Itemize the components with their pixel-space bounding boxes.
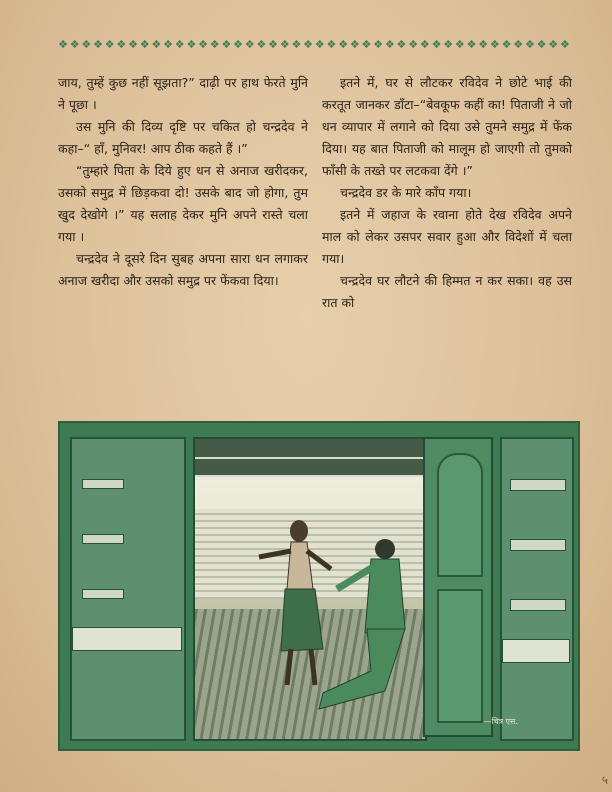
- left-text-column: [58, 72, 308, 292]
- figures: [195, 439, 425, 739]
- paragraph: चन्द्रदेव घर लौटने की हिम्मत न कर सका। वह उस रात को: [322, 273, 572, 310]
- border-ornament: ❖: [513, 38, 524, 51]
- paragraph: इतने में, घर से लौटकर रविदेव ने छोटे भाई की करतूत जानकर डाँटा–“बेवकूफ कहीं का! पिताजी ने जो धन व्यापार में लगाने को दिया उसे तुमने समुद्र में फेंक दिया। यह बात पिताजी को मालूम हो जाएगी तो तुमको फाँसी के तख्ते पर लटकवा देंगे ।”: [322, 75, 572, 178]
- border-ornament: ❖: [303, 38, 314, 51]
- border-ornament: ❖: [198, 38, 208, 51]
- decorative-border: [58, 38, 570, 52]
- shelf: [510, 599, 566, 611]
- border-ornament: ❖: [104, 38, 115, 51]
- border-ornament: ❖: [81, 38, 92, 51]
- border-ornament: ❖: [338, 38, 349, 51]
- story-illustration: [58, 421, 580, 751]
- shelf: [510, 539, 566, 551]
- border-ornament: ❖: [174, 38, 185, 51]
- border-ornament: ❖: [116, 38, 127, 51]
- border-ornament: ❖: [186, 38, 197, 51]
- border-ornament: ❖: [244, 38, 255, 51]
- paragraph: चन्द्रदेव ने दूसरे दिन सुबह अपना सारा धन लगाकर अनाज खरीदा और उसको समुद्र पर फेंकवा दिया।: [58, 251, 308, 288]
- paragraph: जाय, तुम्हें कुछ नहीं सूझता?” दाढ़ी पर हाथ फेरते मुनि ने पूछा ।: [58, 75, 308, 112]
- border-ornament: ❖: [408, 38, 419, 51]
- border-ornament: ❖: [478, 38, 489, 51]
- paragraph: उस मुनि की दिव्य दृष्टि पर चकित हो चन्द्रदेव ने कहा–“ हाँ, मुनिवर! आप ठीक कहते हैं ।”: [58, 119, 308, 156]
- border-ornament: ❖: [268, 38, 279, 51]
- border-ornament: ❖: [151, 38, 162, 51]
- border-ornament: ❖: [221, 38, 232, 51]
- border-ornament: ❖: [256, 38, 267, 51]
- paragraph: इतने में जहाज के रवाना होते देख रविदेव अपने माल को लेकर उसपर सवार हुआ और विदेशों में चला गया।: [322, 207, 572, 266]
- border-ornament: ❖: [373, 38, 384, 51]
- border-ornament: ❖: [501, 38, 512, 51]
- border-ornament: ❖: [419, 38, 430, 51]
- doorway-scene: [193, 437, 427, 741]
- left-cabinet: [70, 437, 186, 741]
- border-ornament: ❖: [349, 38, 360, 51]
- border-ornament: ❖: [163, 38, 173, 51]
- border-ornament: ❖: [326, 38, 337, 51]
- border-ornament: ❖: [431, 38, 442, 51]
- border-ornament: ❖: [489, 38, 500, 51]
- artist-signature: —चित्र एस.: [483, 717, 518, 726]
- border-ornament: ❖: [443, 38, 454, 51]
- shelf: [510, 479, 566, 491]
- border-ornament: ❖: [466, 38, 477, 51]
- shelf: [72, 627, 182, 651]
- sage-figure: [259, 520, 331, 685]
- border-ornament: ❖: [384, 38, 395, 51]
- shelf: [502, 639, 570, 663]
- border-ornament: ❖: [396, 38, 407, 51]
- border-ornament: ❖: [536, 38, 547, 51]
- paragraph: चन्द्रदेव डर के मारे काँप गया।: [340, 185, 472, 200]
- border-ornament: ❖: [291, 38, 302, 51]
- right-text-column: [322, 72, 572, 314]
- border-ornament: ❖: [233, 38, 244, 51]
- border-ornament: ❖: [548, 38, 559, 51]
- door-panel: [437, 453, 483, 577]
- border-ornament: ❖: [454, 38, 465, 51]
- border-ornament: ❖: [58, 38, 68, 51]
- border-ornament: ❖: [93, 38, 103, 51]
- page-number: ५: [601, 773, 608, 787]
- young-man-figure: [319, 539, 405, 709]
- border-ornament: ❖: [69, 38, 80, 51]
- shelf: [82, 589, 124, 599]
- shelf: [82, 534, 124, 544]
- border-ornament: ❖: [559, 38, 570, 51]
- border-ornament: ❖: [139, 38, 150, 51]
- border-ornament: ❖: [361, 38, 372, 51]
- border-ornament: ❖: [209, 38, 220, 51]
- right-cabinet: [500, 437, 574, 741]
- shelf: [82, 479, 124, 489]
- paragraph: “तुम्हारे पिता के दिये हुए धन से अनाज खरीदकर, उसको समुद्र में छिड़कवा दो! उसके बाद जो होगा, तुम खुद देखोगे ।” यह सलाह देकर मुनि अपने रास्ते चला गया ।: [58, 163, 308, 244]
- door-panel: [437, 589, 483, 723]
- border-ornament: ❖: [524, 38, 535, 51]
- border-ornament: ❖: [128, 38, 138, 51]
- border-ornament: ❖: [279, 38, 290, 51]
- open-door: [423, 437, 493, 737]
- border-ornament: ❖: [314, 38, 325, 51]
